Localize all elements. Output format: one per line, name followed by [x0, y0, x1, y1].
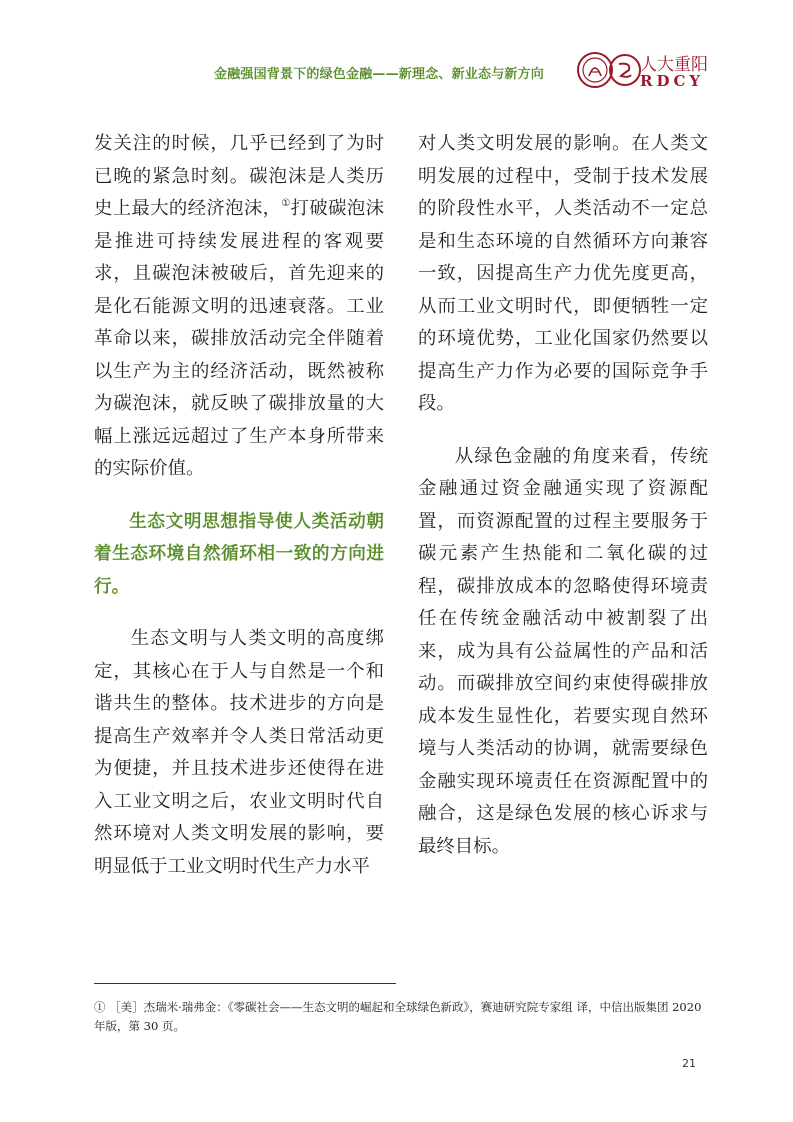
logo-chinese-text: 人大重阳 [640, 55, 708, 75]
page-number: 21 [682, 1057, 696, 1070]
right-column [418, 128, 708, 863]
paragraph-carbon-bubble: 发关注的时候，几乎已经到了为时已晚的紧急时刻。碳泡沫是人类历史上最大的经济泡沫，①打破碳泡沫是推进可持续发展进程的客观要求，且碳泡沫被破后，首先迎来的是化石能源文明的迅速衰落。工业革命以来，碳排放活动完全伴随着以生产为主的经济活动，既然被称为碳泡沫，就反映了碳排放量的大幅上涨远远超过了生产本身所带来的实际价值。 [94, 133, 384, 479]
footnote-marker[interactable]: ① [281, 198, 291, 209]
footnote-divider [94, 983, 396, 984]
running-title: 金融强国背景下的绿色金融——新理念、新业态与新方向 [214, 67, 545, 82]
logo-rdcy-text: RDCY [640, 72, 705, 90]
section-heading: 生态文明思想指导使人类活动朝着生态环境自然循环相一致的方向进行。 [94, 511, 384, 597]
paragraph-eco-civilization: 生态文明与人类文明的高度绑定，其核心在于人与自然是一个和谐共生的整体。技术进步的方向是提高生产效率并令人类日常活动更为便捷，并且技术进步还使得在进入工业文明之后，农业文明时代自然环境对人类文明发展的影响，要明显低于工业文明时代生产力水平 [94, 628, 384, 877]
left-column [94, 128, 384, 883]
paragraph-industrial-civilization: 对人类文明发展的影响。在人类文明发展的过程中，受制于技术发展的阶段性水平，人类活动不一定总是和生态环境的自然循环方向兼容一致，因提高生产力优先度更高，从而工业文明时代，即便牺牲一定的环境优势，工业化国家仍然要以提高生产力作为必要的国际竞争手段。 [418, 133, 708, 414]
footnote: ① ［美］杰瑞米·瑞弗金：《零碳社会——生态文明的崛起和全球绿色新政》，赛迪研究院专家组 译，中信出版集团 2020 年版，第 30 页。 [94, 1000, 702, 1033]
paragraph-green-finance: 从绿色金融的角度来看，传统金融通过资金融通实现了资源配置，而资源配置的过程主要服务于碳元素产生热能和二氧化碳的过程，碳排放成本的忽略使得环境责任在传统金融活动中被割裂了出来，成为具有公益属性的产品和活动。而碳排放空间约束使得碳排放成本发生显性化，若要实现自然环境与人类活动的协调，就需要绿色金融实现环境责任在资源配置中的融合，这是绿色发展的核心诉求与最终目标。 [418, 445, 708, 857]
